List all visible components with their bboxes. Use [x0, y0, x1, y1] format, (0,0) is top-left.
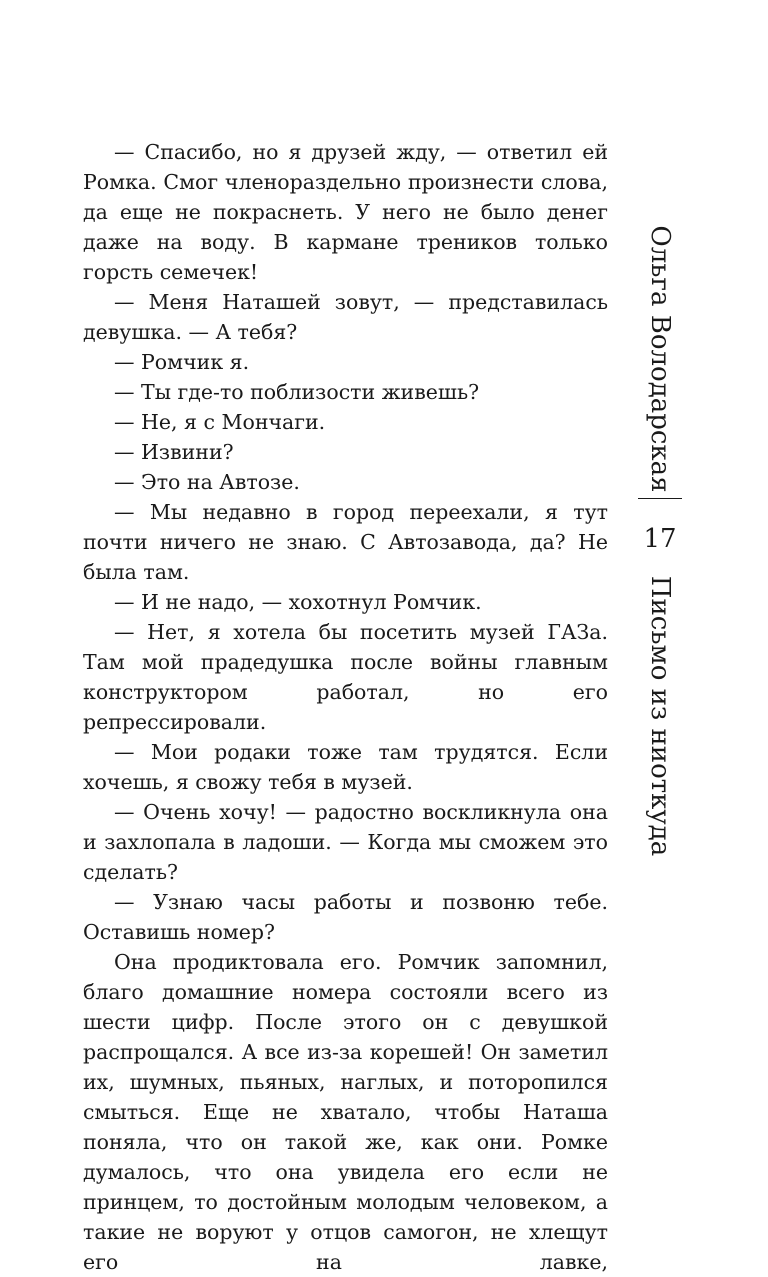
paragraph: — Нет, я хотела бы посетить музей ГАЗа. Там мой прадедушка после войны главным конструктором работал, но его репрессировали.: [83, 620, 608, 734]
paragraph: — Это на Автозе.: [114, 470, 300, 494]
header-divider: [638, 498, 682, 499]
author-name: Ольга Володарская: [645, 225, 675, 493]
paragraph: Она продиктовала его. Ромчик запомнил, благо домашние номера состояли всего из шести цифр. После этого он с девушкой распрощался. А все из-за корешей! Он заметил их, шумных, пьяных, наглых, и поторопился смыться. Еще не хватало, чтобы Наташа поняла, что он такой же, как они. Ромке думалось, что она увидела его если не принцем, то достойным молодым человеком, а такие не воруют у отцов самогон, не хлещут его на лавке,: [83, 950, 608, 1274]
paragraph: — Ты где-то поблизости живешь?: [114, 380, 480, 404]
paragraph: — Не, я с Мончаги.: [114, 410, 326, 434]
paragraph: — Спасибо, но я друзей жду, — ответил ей Ромка. Смог членораздельно произнести слова, да еще не покраснеть. У него не было денег даже на воду. В кармане треников только горсть семечек!: [83, 140, 608, 284]
page-number: 17: [643, 524, 677, 554]
paragraph: — Мы недавно в город переехали, я тут почти ничего не знаю. С Автозавода, да? Не была там.: [83, 500, 608, 584]
paragraph: — Очень хочу! — радостно воскликнула она и захлопала в ладоши. — Когда мы сможем это сделать?: [83, 800, 608, 884]
paragraph: — Извини?: [114, 440, 234, 464]
paragraph: — Ромчик я.: [114, 350, 250, 374]
book-title: Письмо из ниоткуда: [645, 575, 675, 857]
paragraph: — Узнаю часы работы и позвоню тебе. Оставишь номер?: [83, 890, 608, 944]
running-header-author: [628, 225, 692, 493]
paragraph: — Мои родаки тоже там трудятся. Если хочешь, я свожу тебя в музей.: [83, 740, 608, 794]
page-body-text: [83, 137, 608, 1277]
running-header-title: [628, 575, 692, 857]
running-header: [628, 225, 692, 857]
paragraph: — Меня Наташей зовут, — представилась девушка. — А тебя?: [83, 290, 608, 344]
paragraph: — И не надо, — хохотнул Ромчик.: [114, 590, 482, 614]
